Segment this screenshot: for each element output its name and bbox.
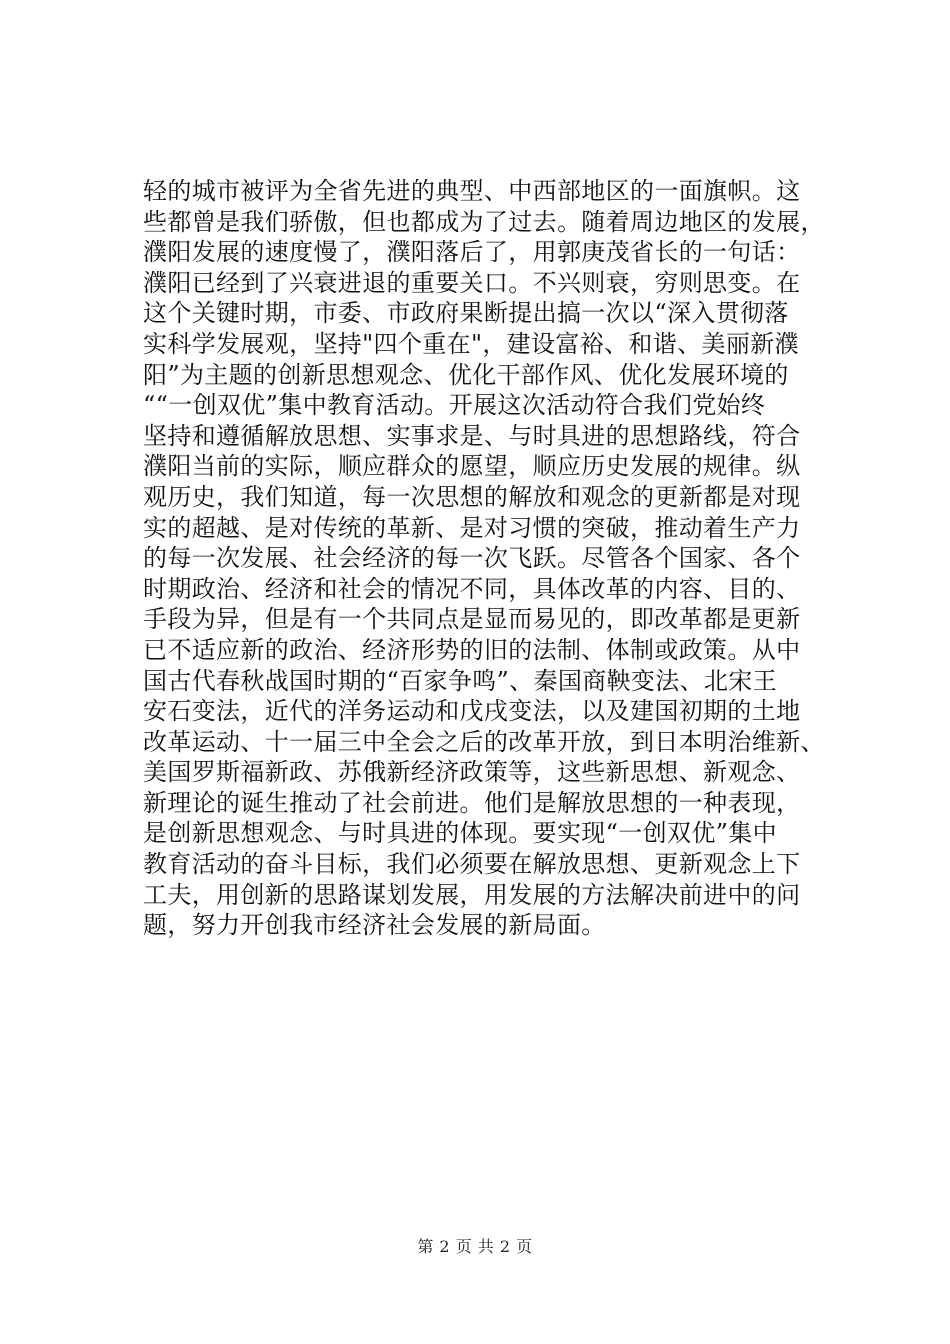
text-line: 安石变法，近代的洋务运动和戊戌变法，以及建国初期的土地 [143, 697, 801, 726]
text-line: 题，努力开创我市经济社会发展的新局面。 [143, 911, 606, 940]
text-line: 濮阳已经到了兴衰进退的重要关口。不兴则衰，穷则思变。在 [143, 268, 801, 297]
text-line: 工夫，用创新的思路谋划发展，用发展的方法解决前进中的问 [143, 880, 801, 909]
text-line: 实的超越、是对传统的革新、是对习惯的突破，推动着生产力 [143, 513, 801, 542]
text-line: 濮阳发展的速度慢了，濮阳落后了，用郭庚茂省长的一句话： [143, 238, 801, 267]
text-line: 坚持和遵循解放思想、实事求是、与时具进的思想路线，符合 [143, 421, 801, 450]
text-line: 实科学发展观，坚持"四个重在"，建设富裕、和谐、美丽新濮 [143, 329, 799, 358]
text-line: 这个关键时期，市委、市政府果断提出搞一次以“深入贯彻落 [143, 299, 789, 328]
text-line: 的每一次发展、社会经济的每一次飞跃。尽管各个国家、各个 [143, 544, 801, 573]
text-line: 改革运动、十一届三中全会之后的改革开放，到日本明治维新、 [143, 727, 825, 756]
text-line: 轻的城市被评为全省先进的典型、中西部地区的一面旗帜。这 [143, 177, 801, 205]
text-line: 些都曾是我们骄傲，但也都成为了过去。随着周边地区的发展， [143, 207, 825, 236]
text-line: 阳”为主题的创新思想观念、优化干部作风、优化发展环境的 [143, 360, 789, 389]
text-line: 观历史，我们知道，每一次思想的解放和观念的更新都是对现 [143, 482, 801, 511]
text-line: 国古代春秋战国时期的“百家争鸣”、秦国商鞅变法、北宋王 [143, 666, 777, 695]
text-line: 教育活动的奋斗目标，我们必须要在解放思想、更新观念上下 [143, 850, 801, 879]
text-line: 美国罗斯福新政、苏俄新经济政策等，这些新思想、新观念、 [143, 758, 801, 787]
page-number-footer: 第 2 页 共 2 页 [417, 1237, 533, 1256]
text-line: 时期政治、经济和社会的情况不同，具体改革的内容、目的、 [143, 574, 801, 603]
text-line: 手段为异，但是有一个共同点是显而易见的，即改革都是更新 [143, 605, 801, 634]
text-line: 新理论的诞生推动了社会前进。他们是解放思想的一种表现， [143, 788, 801, 817]
body-text [143, 176, 863, 941]
text-line: ““一创双优”集中教育活动。开展这次活动符合我们党始终 [143, 391, 766, 420]
text-line: 已不适应新的政治、经济形势的旧的法制、体制或政策。从中 [143, 635, 801, 664]
text-line: 濮阳当前的实际，顺应群众的愿望，顺应历史发展的规律。纵 [143, 452, 801, 481]
text-line: 是创新思想观念、与时具进的体现。要实现“一创双优”集中 [143, 819, 777, 848]
